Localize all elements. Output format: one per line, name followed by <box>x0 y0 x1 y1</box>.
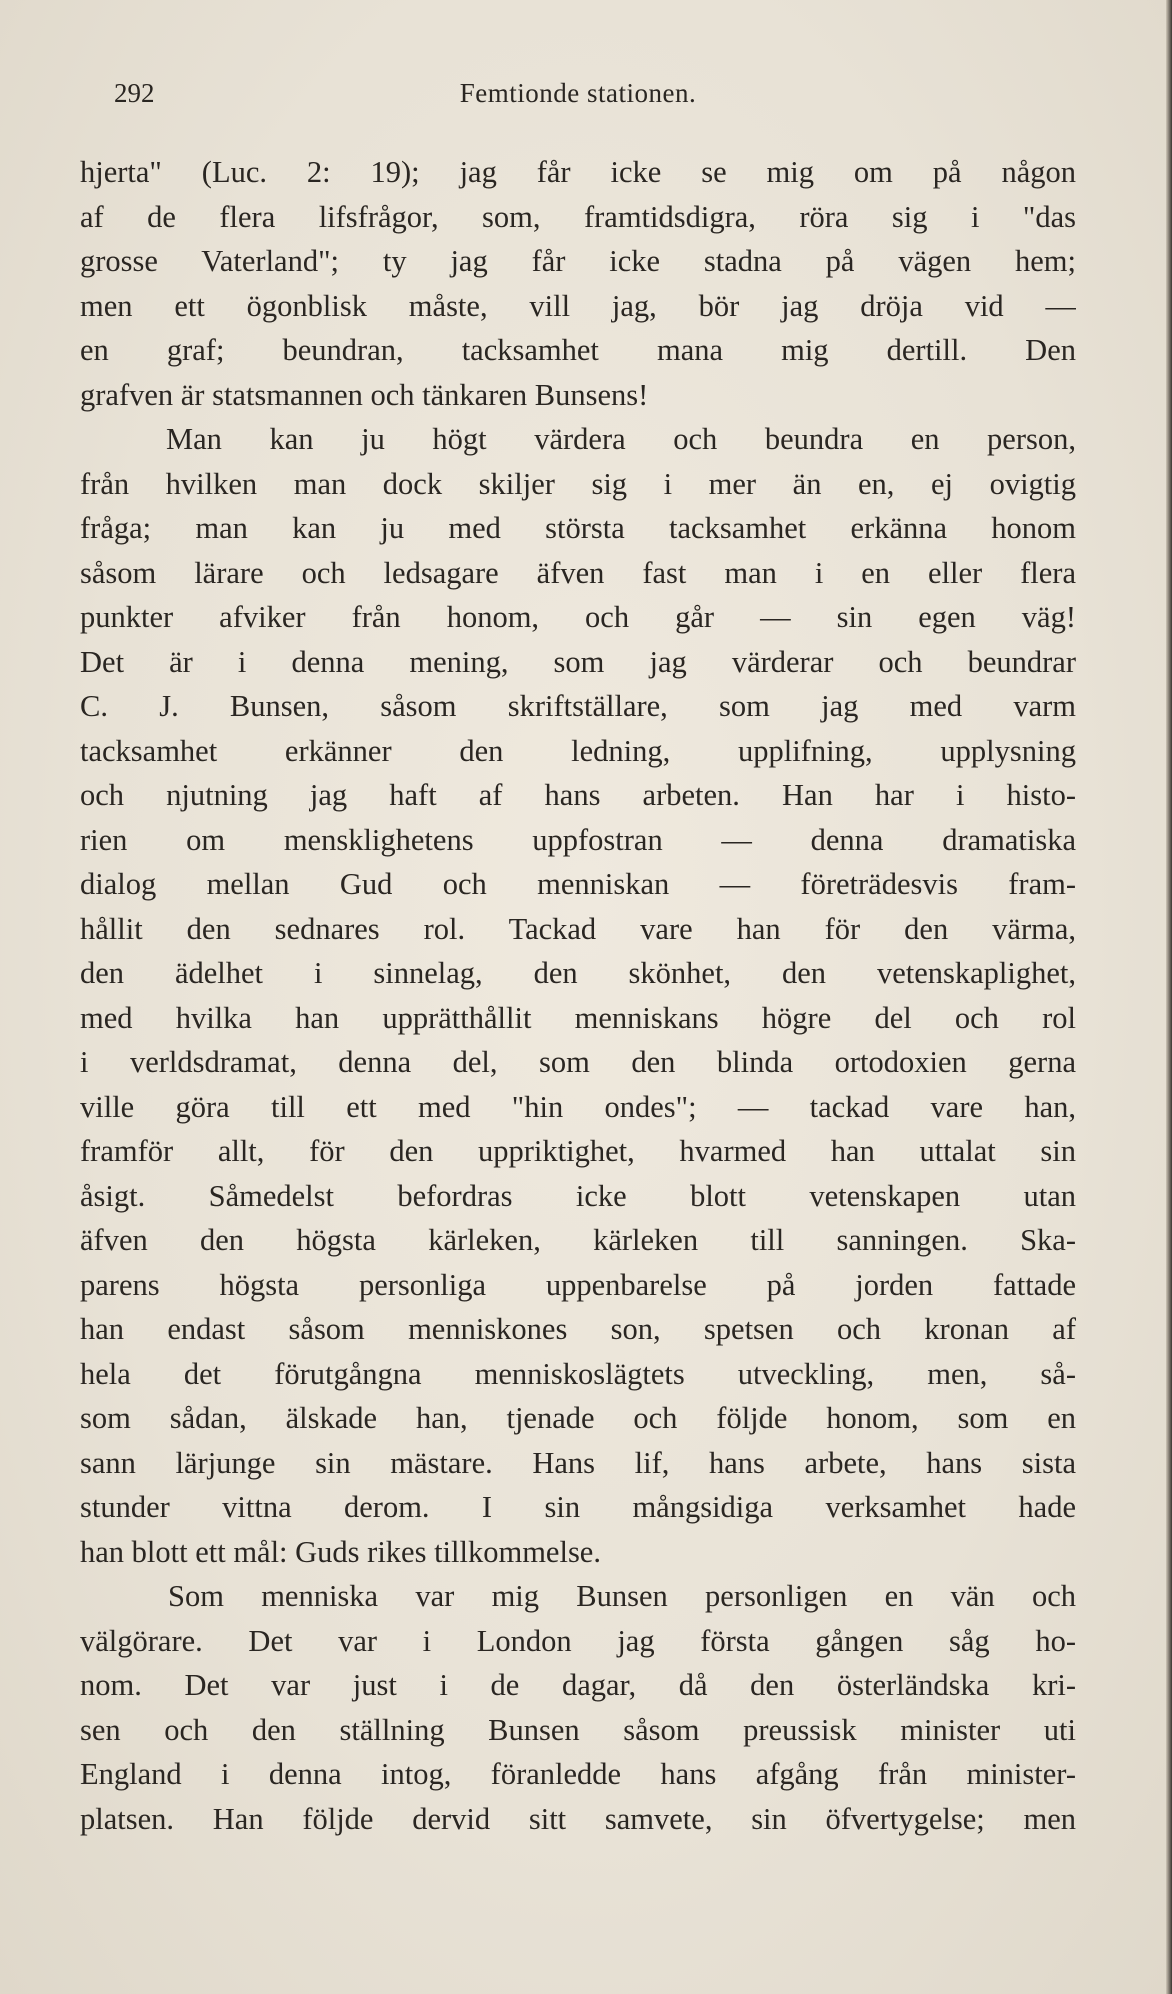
text-line: och njutning jag haft af hans arbeten. Han har i histo- <box>80 778 1076 812</box>
text-line: sen och den ställning Bunsen såsom preussisk minister uti <box>80 1712 1076 1747</box>
text-line: sann lärjunge sin mästare. Hans lif, hans arbete, hans sista <box>80 1445 1076 1480</box>
text-line: C. J. Bunsen, såsom skriftställare, som jag med varm <box>80 689 1076 723</box>
text-line: England i denna intog, föranledde hans afgång från minister- <box>80 1757 1076 1791</box>
text-line: rien om mensklighetens uppfostran — denna dramatiska <box>80 822 1076 857</box>
text-line: Som menniska var mig Bunsen personligen en vän och <box>168 1579 1076 1613</box>
text-line: grosse Vaterland"; ty jag får icke stadna på vägen hem; <box>80 244 1076 278</box>
text-line: platsen. Han följde dervid sitt samvete, sin öfvertygelse; men <box>80 1801 1076 1836</box>
text-line: i verldsdramat, denna del, som den blinda ortodoxien gerna <box>80 1045 1076 1079</box>
text-line: hållit den sednares rol. Tackad vare han för den värma, <box>80 911 1076 946</box>
text-line: Det är i denna mening, som jag värderar och beundrar <box>80 644 1076 679</box>
text-line: han endast såsom menniskones son, spetsen och kronan af <box>80 1312 1076 1346</box>
text-line: åsigt. Såmedelst befordras icke blott vetenskapen utan <box>80 1178 1076 1213</box>
page-header <box>80 78 1076 118</box>
text-line: med hvilka han upprätthållit menniskans högre del och rol <box>80 1000 1076 1035</box>
running-title: Femtionde stationen. <box>459 78 697 108</box>
text-line: den ädelhet i sinnelag, den skönhet, den vetenskaplighet, <box>80 956 1076 990</box>
text-line: ville göra till ett med "hin ondes"; — tackad vare han, <box>80 1089 1076 1124</box>
text-line: parens högsta personliga uppenbarelse på jorden fattade <box>80 1267 1076 1302</box>
text-line: välgörare. Det var i London jag första gången såg ho- <box>80 1623 1076 1658</box>
text-line: hjerta" (Luc. 2: 19); jag får icke se mig om på någon <box>80 155 1076 189</box>
text-line: framför allt, för den uppriktighet, hvarmed han uttalat sin <box>80 1134 1076 1168</box>
text-line: af de flera lifsfrågor, som, framtidsdigra, röra sig i "das <box>80 199 1076 234</box>
text-line: nom. Det var just i de dagar, då den österländska kri- <box>80 1668 1076 1702</box>
text-line: såsom lärare och ledsagare äfven fast man i en eller flera <box>80 555 1076 590</box>
page-number: 292 <box>114 78 155 108</box>
page-edge-shadow <box>1166 0 1172 1994</box>
text-line: som sådan, älskade han, tjenade och följde honom, som en <box>80 1401 1076 1435</box>
text-line: en graf; beundran, tacksamhet mana mig dertill. Den <box>80 333 1076 367</box>
body-text <box>80 150 1076 1841</box>
text-line: tacksamhet erkänner den ledning, upplifning, upplysning <box>80 733 1076 768</box>
text-line: men ett ögonblisk måste, vill jag, bör jag dröja vid — <box>80 288 1076 323</box>
text-line: hela det förutgångna menniskoslägtets utveckling, men, så- <box>80 1356 1076 1391</box>
text-line: från hvilken man dock skiljer sig i mer än en, ej ovigtig <box>80 466 1076 501</box>
text-line: grafven är statsmannen och tänkaren Bunsens! <box>80 377 649 412</box>
text-line: han blott ett mål: Guds rikes tillkommelse. <box>80 1534 601 1569</box>
text-line: fråga; man kan ju med största tacksamhet erkänna honom <box>80 511 1076 545</box>
text-line: dialog mellan Gud och menniskan — företrädesvis fram- <box>80 867 1076 901</box>
text-line: äfven den högsta kärleken, kärleken till sanningen. Ska- <box>80 1223 1076 1257</box>
text-line: Man kan ju högt värdera och beundra en person, <box>166 422 1076 456</box>
text-line: stunder vittna derom. I sin mångsidiga verksamhet hade <box>80 1490 1076 1524</box>
text-line: punkter afviker från honom, och går — sin egen väg! <box>80 600 1076 634</box>
